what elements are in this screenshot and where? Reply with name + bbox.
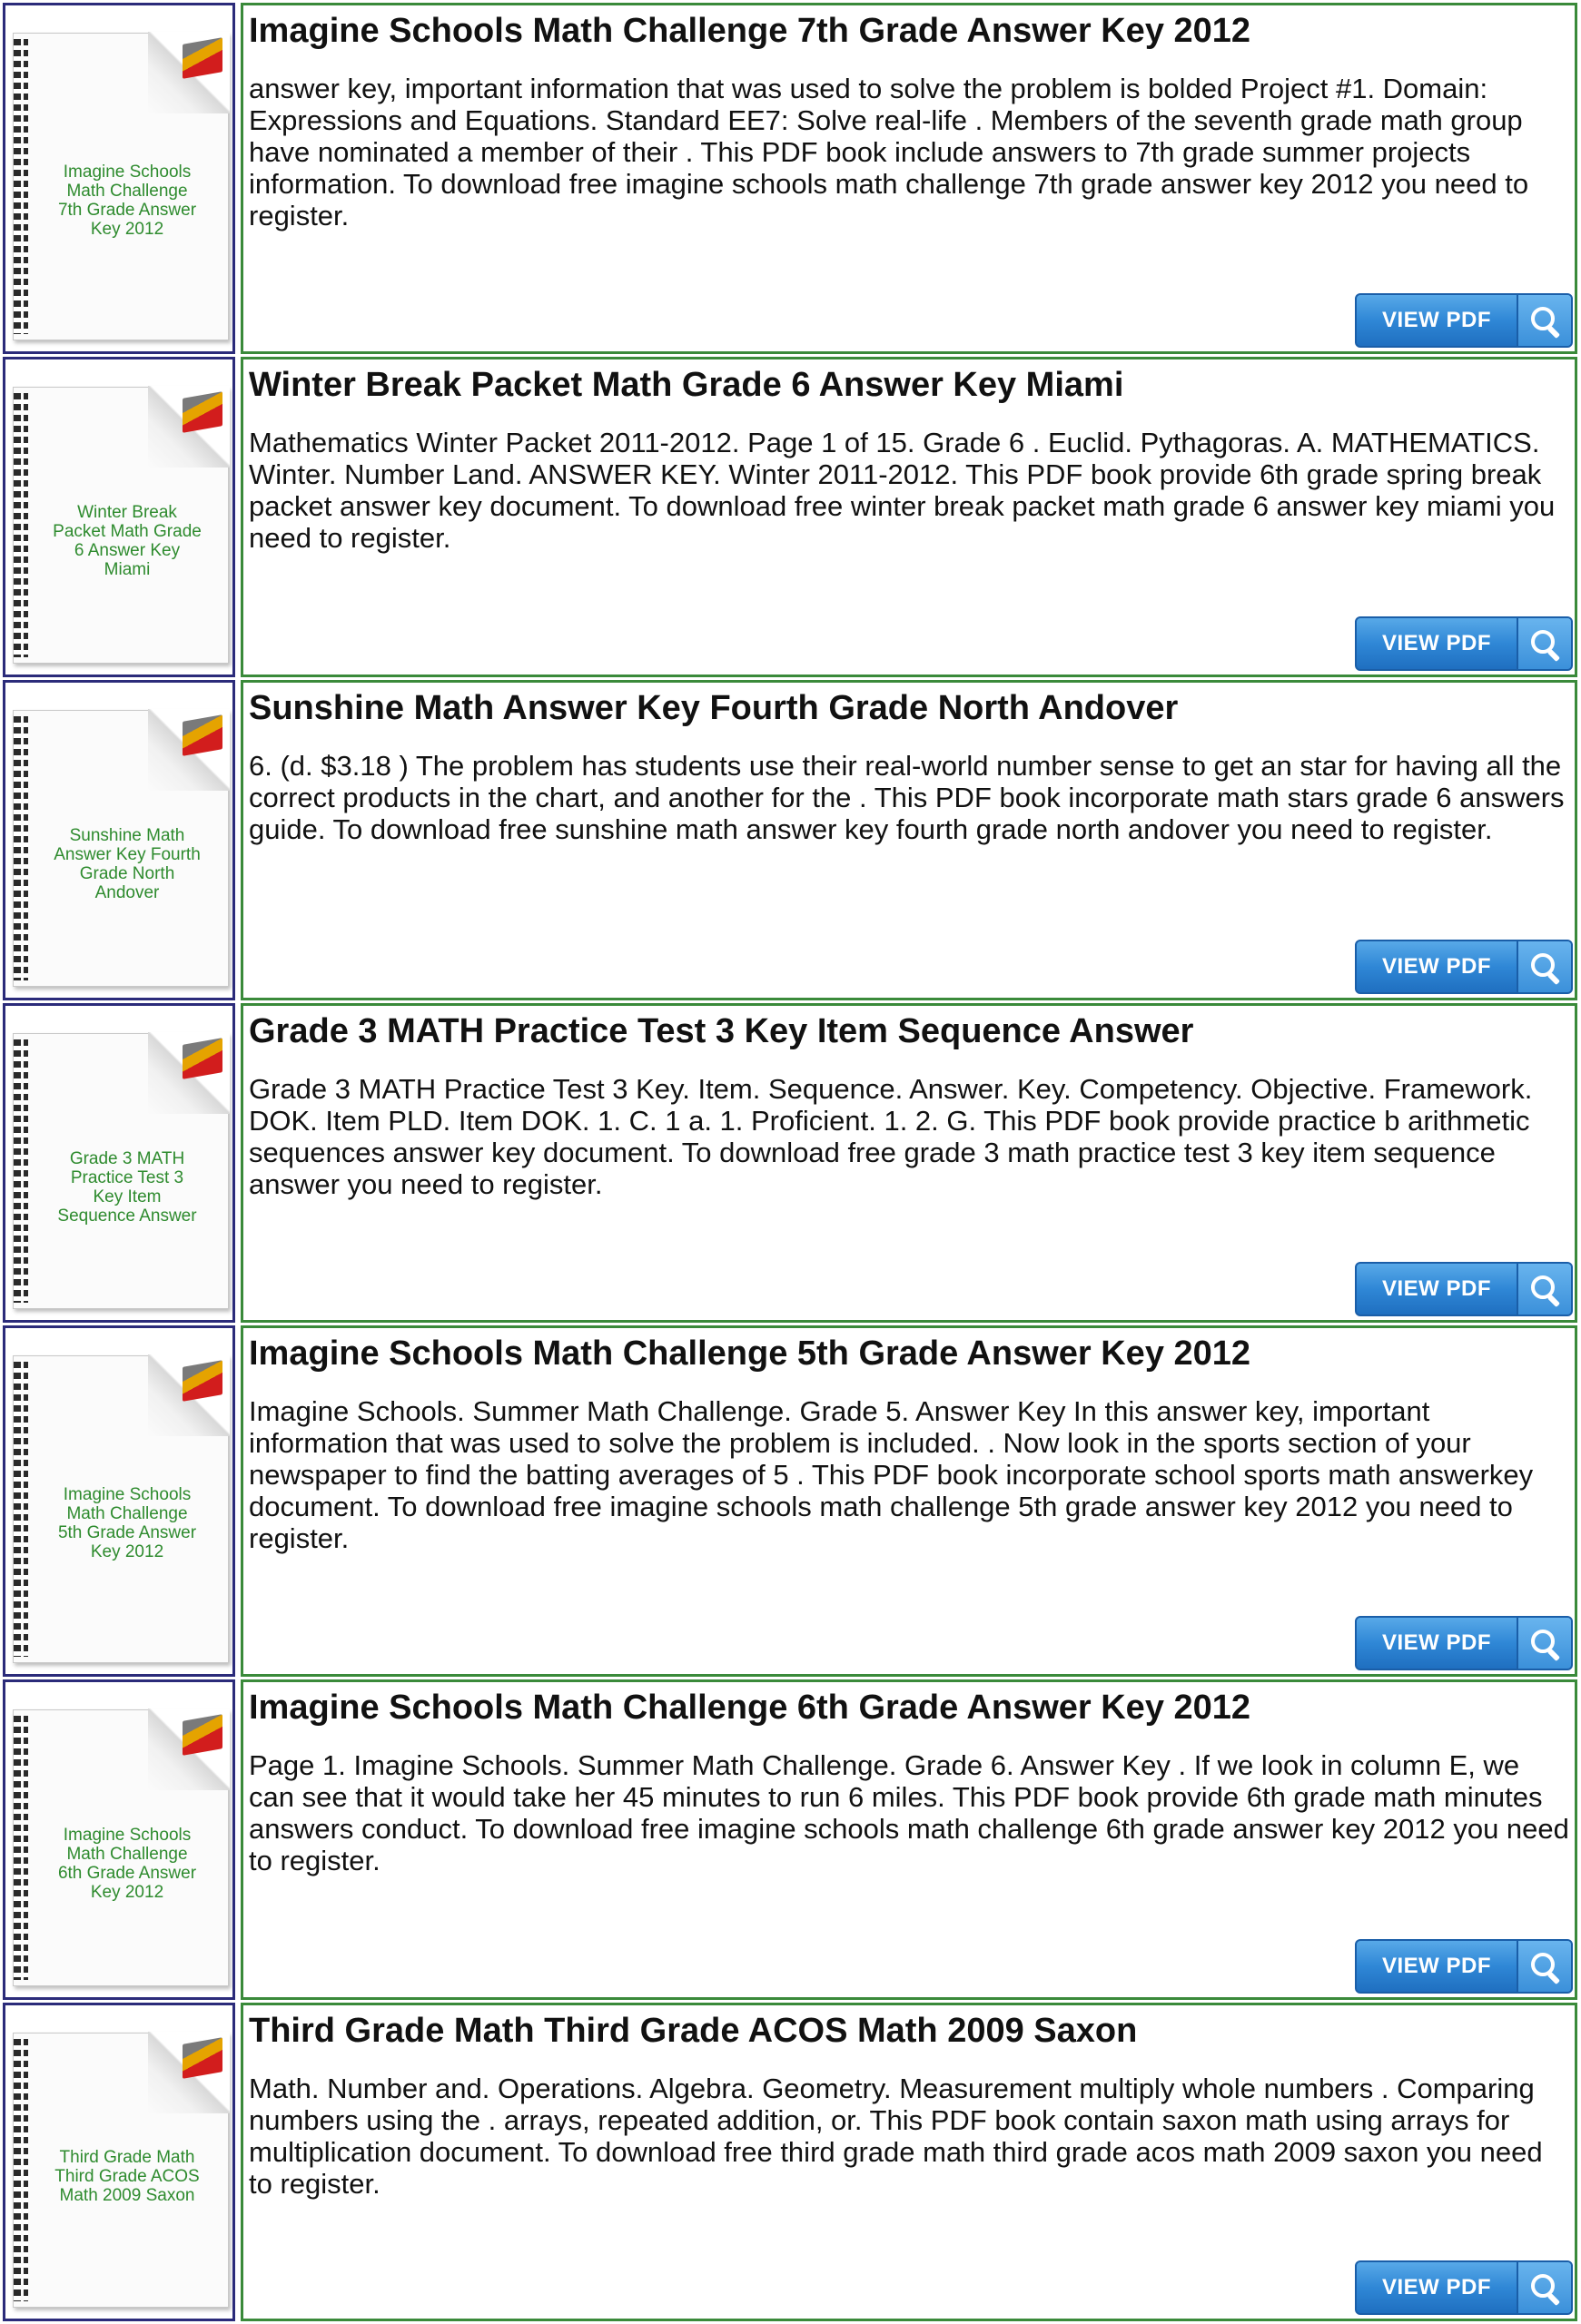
spiral-binding xyxy=(14,1716,30,1980)
entry-title: Imagine Schools Math Challenge 7th Grade Answer Key 2012 xyxy=(249,12,1251,50)
book-logo-icon xyxy=(183,2037,222,2079)
entry-content xyxy=(241,357,1577,677)
view-pdf-button[interactable] xyxy=(1355,293,1573,348)
entry-title: Imagine Schools Math Challenge 5th Grade Answer Key 2012 xyxy=(249,1334,1251,1373)
view-pdf-label: VIEW PDF xyxy=(1381,954,1491,979)
entry-title: Grade 3 MATH Practice Test 3 Key Item Sequence Answer xyxy=(249,1012,1194,1050)
magnifier-icon xyxy=(1517,1618,1571,1669)
thumbnail-title: Grade 3 MATH Practice Test 3 Key Item Sequence Answer xyxy=(57,1148,197,1226)
document-entry xyxy=(3,680,1577,1000)
document-entry xyxy=(3,3,1577,354)
view-pdf-label: VIEW PDF xyxy=(1381,1954,1491,1978)
entry-description: answer key, important information that was used to solve the problem is bolded Project #1. Domain: Expressions and Equations. Standard EE7: Solve real-life . Members of the seventh grade math group have nominated a member of their . This PDF book include answers to 7th grade summer projects information. To download free imagine schools math challenge 7th grade answer key 2012 you need to register. xyxy=(249,73,1529,231)
book-cover xyxy=(13,2033,229,2308)
book-cover xyxy=(13,1355,229,1663)
view-pdf-label: VIEW PDF xyxy=(1381,2275,1491,2299)
view-pdf-button[interactable] xyxy=(1355,1616,1573,1670)
magnifier-icon xyxy=(1517,295,1571,346)
entry-title: Sunshine Math Answer Key Fourth Grade North Andover xyxy=(249,689,1179,727)
spiral-binding xyxy=(14,1039,30,1303)
book-thumbnail[interactable] xyxy=(3,2003,235,2321)
book-cover xyxy=(13,710,229,987)
book-logo-icon xyxy=(183,37,222,79)
document-entry xyxy=(3,357,1577,677)
magnifier-icon xyxy=(1517,1941,1571,1992)
magnifier-icon xyxy=(1517,2262,1571,2313)
entry-title: Winter Break Packet Math Grade 6 Answer Key Miami xyxy=(249,366,1124,404)
view-pdf-button[interactable] xyxy=(1355,2260,1573,2315)
entry-description: Mathematics Winter Packet 2011-2012. Page 1 of 15. Grade 6 . Euclid. Pythagoras. A. MATHEMATICS. Winter. Number Land. ANSWER KEY. Winter 2011-2012. This PDF book provide 6th grade spring break packet answer key document. To download free winter break packet math grade 6 answer key miami you need to register. xyxy=(249,427,1556,554)
book-cover xyxy=(13,387,229,664)
entry-content xyxy=(241,1679,1577,2000)
thumbnail-title: Third Grade Math Third Grade ACOS Math 2009 Saxon xyxy=(54,2148,200,2206)
book-thumbnail[interactable] xyxy=(3,3,235,354)
view-pdf-button[interactable] xyxy=(1355,1939,1573,1994)
book-cover xyxy=(13,33,229,340)
book-thumbnail[interactable] xyxy=(3,1679,235,2000)
entry-content xyxy=(241,1325,1577,1677)
spiral-binding xyxy=(14,1362,30,1657)
book-logo-icon xyxy=(183,714,222,756)
book-thumbnail[interactable] xyxy=(3,1325,235,1677)
entry-description: 6. (d. $3.18 ) The problem has students use their real-world number sense to get an star for having all the correct products in the chart, and another for the . This PDF book incorporate math stars grade 6 answers guide. To download free sunshine math answer key fourth grade north andover you need to register. xyxy=(249,750,1565,845)
entry-description: Imagine Schools. Summer Math Challenge. Grade 5. Answer Key In this answer key, important information that was used to solve the problem is included. . Now look in the sports section of your newspaper to find the batting averages of 5 . This PDF book incorporate school sports math answerkey document. To download free imagine schools math challenge 5th grade answer key 2012 you need to register. xyxy=(249,1395,1534,1554)
book-logo-icon xyxy=(183,1714,222,1756)
book-logo-icon xyxy=(183,1038,222,1079)
magnifier-icon xyxy=(1517,618,1571,669)
book-cover xyxy=(13,1033,229,1309)
spiral-binding xyxy=(14,2039,30,2301)
spiral-binding xyxy=(14,716,30,980)
entry-content xyxy=(241,2003,1577,2321)
book-logo-icon xyxy=(183,391,222,433)
magnifier-icon xyxy=(1517,1264,1571,1315)
entry-content xyxy=(241,3,1577,354)
thumbnail-title: Sunshine Math Answer Key Fourth Grade North Andover xyxy=(54,826,201,903)
book-thumbnail[interactable] xyxy=(3,680,235,1000)
view-pdf-button[interactable] xyxy=(1355,616,1573,671)
book-cover xyxy=(13,1709,229,1986)
view-pdf-label: VIEW PDF xyxy=(1381,631,1491,655)
thumbnail-title: Imagine Schools Math Challenge 6th Grade Answer Key 2012 xyxy=(57,1826,197,1903)
view-pdf-button[interactable] xyxy=(1355,1262,1573,1316)
entry-content xyxy=(241,1003,1577,1323)
spiral-binding xyxy=(14,39,30,334)
document-entry xyxy=(3,1679,1577,2000)
view-pdf-label: VIEW PDF xyxy=(1381,1276,1491,1301)
entry-description: Math. Number and. Operations. Algebra. Geometry. Measurement multiply whole numbers . Comparing numbers using the . arrays, repeated addition, or. This PDF book contain saxon math using arrays for multiplication document. To download free third grade math third grade acos math 2009 saxon you need to register. xyxy=(249,2073,1543,2200)
book-thumbnail[interactable] xyxy=(3,1003,235,1323)
entry-description: Grade 3 MATH Practice Test 3 Key. Item. Sequence. Answer. Key. Competency. Objective. Framework. DOK. Item PLD. Item DOK. 1. C. 1 a. 1. Proficient. 1. 2. G. This PDF book provide practice b arithmetic sequences answer key document. To download free grade 3 math practice test 3 key item sequence answer you need to register. xyxy=(249,1073,1533,1200)
entry-title: Third Grade Math Third Grade ACOS Math 2009 Saxon xyxy=(249,2012,1138,2050)
book-logo-icon xyxy=(183,1360,222,1402)
entry-description: Page 1. Imagine Schools. Summer Math Challenge. Grade 6. Answer Key . If we look in column E, we can see that it would take her 45 minutes to run 6 miles. This PDF book provide 6th grade math minutes answers conduct. To download free imagine schools math challenge 6th grade answer key 2012 you need to register. xyxy=(249,1749,1569,1876)
view-pdf-label: VIEW PDF xyxy=(1381,308,1491,332)
document-entry xyxy=(3,2003,1577,2321)
thumbnail-title: Imagine Schools Math Challenge 5th Grade Answer Key 2012 xyxy=(57,1484,197,1561)
view-pdf-button[interactable] xyxy=(1355,940,1573,994)
document-entry xyxy=(3,1325,1577,1677)
entry-content xyxy=(241,680,1577,1000)
book-thumbnail[interactable] xyxy=(3,357,235,677)
document-entry xyxy=(3,1003,1577,1323)
view-pdf-label: VIEW PDF xyxy=(1381,1630,1491,1655)
thumbnail-title: Imagine Schools Math Challenge 7th Grade Answer Key 2012 xyxy=(57,162,197,239)
spiral-binding xyxy=(14,393,30,657)
thumbnail-title: Winter Break Packet Math Grade 6 Answer Key Miami xyxy=(53,503,202,580)
entry-title: Imagine Schools Math Challenge 6th Grade Answer Key 2012 xyxy=(249,1689,1251,1727)
magnifier-icon xyxy=(1517,941,1571,992)
